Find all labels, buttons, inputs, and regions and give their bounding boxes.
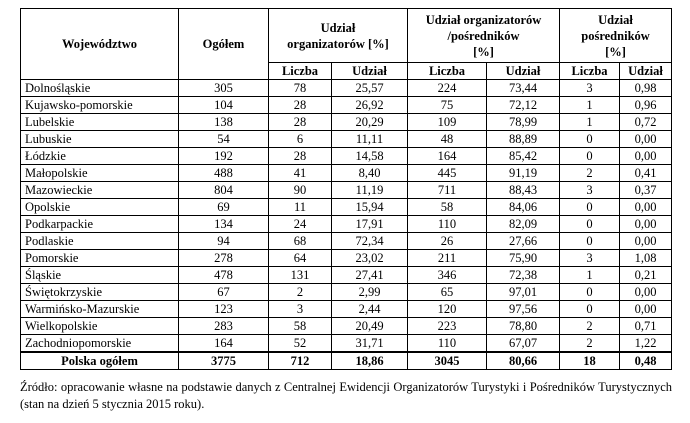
cell-agents-share: 0,00 (620, 216, 672, 233)
cell-organizers-share: 27,41 (332, 267, 408, 284)
cell-organizers-share: 15,94 (332, 199, 408, 216)
table-row (21, 182, 672, 199)
table-row (21, 216, 672, 233)
cell-total: 138 (179, 114, 269, 131)
cell-org-agents-share: 72,12 (487, 97, 560, 114)
cell-agents-count: 3 (560, 250, 620, 267)
cell-agents-share: 1,22 (620, 335, 672, 353)
cell-org-agents-share: 80,66 (487, 352, 560, 370)
cell-org-agents-share: 67,07 (487, 335, 560, 353)
header-agents (560, 9, 672, 63)
table-row (21, 267, 672, 284)
cell-organizers-count: 3 (269, 301, 332, 318)
cell-agents-count: 1 (560, 114, 620, 131)
header-org-agents-line1: Udział organizatorów (425, 12, 542, 27)
subheader-agents-share: Udział (620, 63, 672, 80)
header-agents-line2: pośredników (581, 28, 650, 43)
table-row (21, 250, 672, 267)
table-row (21, 114, 672, 131)
cell-agents-count: 1 (560, 267, 620, 284)
table-row (21, 131, 672, 148)
header-org-agents-line2: /pośredników (447, 28, 520, 43)
cell-organizers-share: 8,40 (332, 165, 408, 182)
cell-agents-share: 0,71 (620, 318, 672, 335)
cell-region: Lubuskie (21, 131, 179, 148)
cell-org-agents-share: 78,80 (487, 318, 560, 335)
cell-org-agents-count: 445 (408, 165, 487, 182)
cell-organizers-share: 31,71 (332, 335, 408, 353)
cell-agents-share: 0,37 (620, 182, 672, 199)
cell-agents-count: 0 (560, 284, 620, 301)
cell-total: 192 (179, 148, 269, 165)
cell-org-agents-count: 3045 (408, 352, 487, 370)
cell-agents-count: 1 (560, 97, 620, 114)
cell-agents-share: 0,00 (620, 199, 672, 216)
cell-agents-count: 2 (560, 335, 620, 353)
cell-total: 123 (179, 301, 269, 318)
cell-organizers-share: 11,19 (332, 182, 408, 199)
cell-agents-count: 3 (560, 80, 620, 97)
cell-region: Pomorskie (21, 250, 179, 267)
cell-region: Mazowieckie (21, 182, 179, 199)
cell-total: 3775 (179, 352, 269, 370)
region-statistics-table (20, 8, 672, 370)
cell-agents-share: 0,00 (620, 148, 672, 165)
cell-org-agents-share: 97,01 (487, 284, 560, 301)
source-note: Źródło: opracowanie własne na podstawie danych z Centralnej Ewidencji Organizatorów Turystyki i Pośredników Turystycznych (stan na dzień 5 stycznia 2015 roku). (20, 380, 672, 411)
cell-org-agents-share: 75,90 (487, 250, 560, 267)
cell-region: Śląskie (21, 267, 179, 284)
cell-agents-count: 18 (560, 352, 620, 370)
cell-org-agents-share: 88,89 (487, 131, 560, 148)
header-organizers-line2: organizatorów [%] (287, 36, 389, 51)
cell-region: Wielkopolskie (21, 318, 179, 335)
cell-org-agents-count: 711 (408, 182, 487, 199)
cell-org-agents-share: 82,09 (487, 216, 560, 233)
cell-total: 478 (179, 267, 269, 284)
cell-org-agents-share: 84,06 (487, 199, 560, 216)
header-agents-line3: [%] (605, 44, 626, 59)
cell-agents-share: 0,00 (620, 233, 672, 250)
cell-org-agents-count: 110 (408, 216, 487, 233)
table-row (21, 199, 672, 216)
cell-org-agents-count: 58 (408, 199, 487, 216)
cell-organizers-count: 28 (269, 97, 332, 114)
table-row (21, 97, 672, 114)
cell-agents-share: 0,96 (620, 97, 672, 114)
header-region: Województwo (21, 9, 179, 80)
subheader-org-agents-share: Udział (487, 63, 560, 80)
cell-org-agents-count: 26 (408, 233, 487, 250)
cell-region: Polska ogółem (21, 352, 179, 370)
cell-organizers-share: 11,11 (332, 131, 408, 148)
cell-total: 164 (179, 335, 269, 353)
cell-org-agents-count: 223 (408, 318, 487, 335)
cell-organizers-count: 28 (269, 114, 332, 131)
cell-agents-count: 0 (560, 199, 620, 216)
cell-org-agents-count: 110 (408, 335, 487, 353)
cell-agents-count: 0 (560, 233, 620, 250)
cell-region: Małopolskie (21, 165, 179, 182)
table-row (21, 301, 672, 318)
cell-organizers-count: 68 (269, 233, 332, 250)
table-row (21, 80, 672, 97)
header-row-main (21, 9, 672, 63)
table-row (21, 284, 672, 301)
cell-org-agents-count: 346 (408, 267, 487, 284)
cell-total: 305 (179, 80, 269, 97)
cell-region: Opolskie (21, 199, 179, 216)
cell-org-agents-share: 97,56 (487, 301, 560, 318)
cell-agents-share: 0,72 (620, 114, 672, 131)
cell-org-agents-count: 164 (408, 148, 487, 165)
cell-region: Dolnośląskie (21, 80, 179, 97)
subheader-agents-count: Liczba (560, 63, 620, 80)
cell-organizers-count: 90 (269, 182, 332, 199)
cell-region: Warmińsko-Mazurskie (21, 301, 179, 318)
cell-organizers-share: 14,58 (332, 148, 408, 165)
cell-organizers-share: 2,99 (332, 284, 408, 301)
cell-organizers-share: 17,91 (332, 216, 408, 233)
cell-agents-share: 0,00 (620, 301, 672, 318)
cell-region: Zachodniopomorskie (21, 335, 179, 353)
cell-organizers-count: 41 (269, 165, 332, 182)
cell-organizers-share: 25,57 (332, 80, 408, 97)
cell-org-agents-share: 27,66 (487, 233, 560, 250)
cell-region: Kujawsko-pomorskie (21, 97, 179, 114)
cell-org-agents-share: 88,43 (487, 182, 560, 199)
cell-organizers-share: 20,49 (332, 318, 408, 335)
cell-total: 67 (179, 284, 269, 301)
cell-total: 104 (179, 97, 269, 114)
cell-organizers-share: 18,86 (332, 352, 408, 370)
cell-agents-share: 0,21 (620, 267, 672, 284)
cell-org-agents-count: 48 (408, 131, 487, 148)
subheader-org-agents-count: Liczba (408, 63, 487, 80)
cell-organizers-count: 712 (269, 352, 332, 370)
cell-org-agents-count: 65 (408, 284, 487, 301)
cell-total: 278 (179, 250, 269, 267)
header-agents-line1: Udział (598, 12, 633, 27)
cell-agents-count: 2 (560, 165, 620, 182)
cell-org-agents-share: 73,44 (487, 80, 560, 97)
header-organizers-agents (408, 9, 560, 63)
cell-organizers-count: 2 (269, 284, 332, 301)
cell-agents-share: 1,08 (620, 250, 672, 267)
cell-organizers-count: 6 (269, 131, 332, 148)
cell-region: Lubelskie (21, 114, 179, 131)
table-row (21, 233, 672, 250)
table-row (21, 165, 672, 182)
cell-organizers-share: 72,34 (332, 233, 408, 250)
cell-agents-share: 0,98 (620, 80, 672, 97)
cell-organizers-share: 20,29 (332, 114, 408, 131)
cell-org-agents-count: 224 (408, 80, 487, 97)
cell-agents-count: 0 (560, 301, 620, 318)
cell-organizers-count: 52 (269, 335, 332, 353)
cell-organizers-share: 26,92 (332, 97, 408, 114)
cell-total: 488 (179, 165, 269, 182)
cell-organizers-share: 23,02 (332, 250, 408, 267)
cell-region: Podlaskie (21, 233, 179, 250)
cell-agents-count: 0 (560, 131, 620, 148)
cell-agents-share: 0,00 (620, 131, 672, 148)
cell-agents-count: 0 (560, 216, 620, 233)
cell-organizers-count: 28 (269, 148, 332, 165)
cell-org-agents-share: 91,19 (487, 165, 560, 182)
cell-region: Świętokrzyskie (21, 284, 179, 301)
header-organizers-line1: Udział (320, 20, 356, 35)
table-body (21, 80, 672, 370)
cell-organizers-share: 2,44 (332, 301, 408, 318)
cell-org-agents-share: 78,99 (487, 114, 560, 131)
cell-organizers-count: 58 (269, 318, 332, 335)
cell-region: Podkarpackie (21, 216, 179, 233)
cell-org-agents-share: 85,42 (487, 148, 560, 165)
cell-total: 69 (179, 199, 269, 216)
cell-total: 54 (179, 131, 269, 148)
header-org-agents-line3: [%] (473, 44, 494, 59)
cell-total: 94 (179, 233, 269, 250)
cell-organizers-count: 78 (269, 80, 332, 97)
cell-agents-share: 0,48 (620, 352, 672, 370)
cell-total: 804 (179, 182, 269, 199)
cell-org-agents-count: 120 (408, 301, 487, 318)
cell-organizers-count: 24 (269, 216, 332, 233)
table-row (21, 318, 672, 335)
cell-agents-count: 2 (560, 318, 620, 335)
cell-organizers-count: 64 (269, 250, 332, 267)
cell-org-agents-count: 75 (408, 97, 487, 114)
cell-agents-count: 3 (560, 182, 620, 199)
header-total: Ogółem (179, 9, 269, 80)
cell-agents-count: 0 (560, 148, 620, 165)
cell-org-agents-share: 72,38 (487, 267, 560, 284)
cell-org-agents-count: 211 (408, 250, 487, 267)
cell-agents-share: 0,00 (620, 284, 672, 301)
table-row (21, 148, 672, 165)
cell-organizers-count: 11 (269, 199, 332, 216)
cell-total: 283 (179, 318, 269, 335)
header-organizers (269, 9, 408, 63)
cell-total: 134 (179, 216, 269, 233)
subheader-organizers-share: Udział (332, 63, 408, 80)
cell-agents-share: 0,41 (620, 165, 672, 182)
cell-org-agents-count: 109 (408, 114, 487, 131)
cell-region: Łódzkie (21, 148, 179, 165)
total-row (21, 352, 672, 370)
cell-organizers-count: 131 (269, 267, 332, 284)
subheader-organizers-count: Liczba (269, 63, 332, 80)
table-row (21, 335, 672, 353)
